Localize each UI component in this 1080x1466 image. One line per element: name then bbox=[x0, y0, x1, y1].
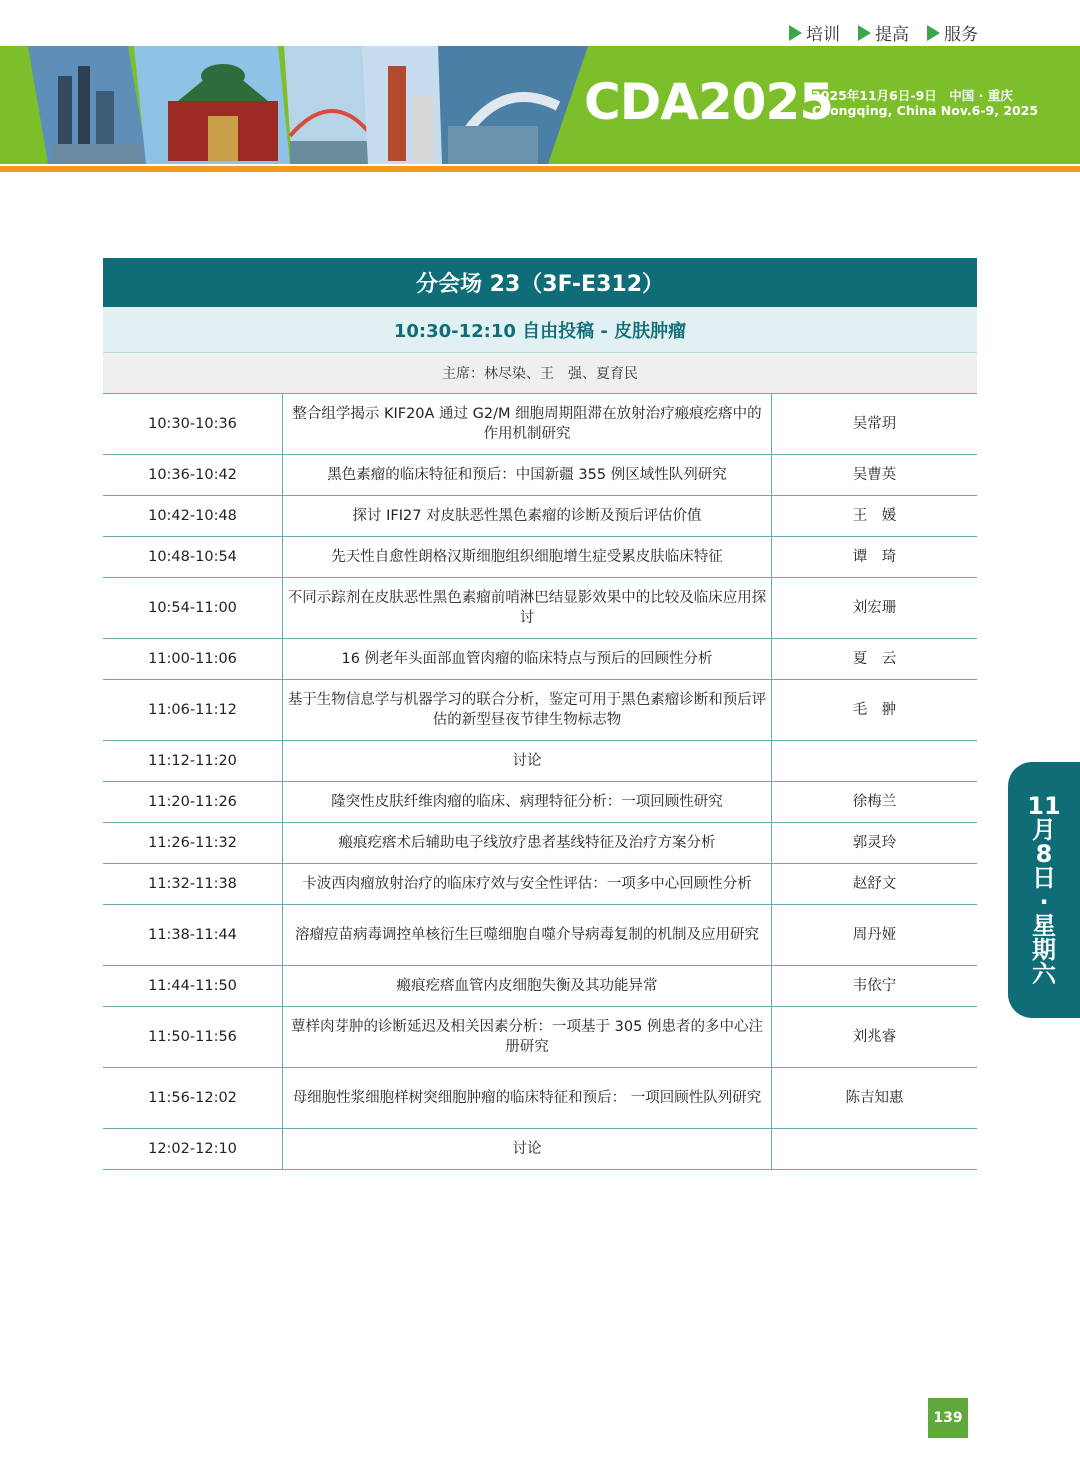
title-cell: 讨论 bbox=[283, 741, 772, 782]
side-tab-char: 8 bbox=[1035, 840, 1053, 868]
table-row bbox=[103, 823, 977, 864]
time-cell: 11:12-11:20 bbox=[103, 741, 283, 782]
speaker-cell: 吴常玥 bbox=[772, 394, 978, 455]
time-cell: 11:06-11:12 bbox=[103, 680, 283, 741]
session-table bbox=[103, 258, 977, 1170]
event-info bbox=[812, 88, 1038, 118]
title-cell: 瘢痕疙瘩血管内皮细胞失衡及其功能异常 bbox=[283, 966, 772, 1007]
triangle-icon bbox=[927, 25, 940, 41]
session-topic: 10:30-12:10 自由投稿 - 皮肤肿瘤 bbox=[103, 307, 977, 353]
speaker-cell: 韦依宁 bbox=[772, 966, 978, 1007]
speaker-cell: 夏 云 bbox=[772, 639, 978, 680]
event-title: CDA2025 bbox=[584, 73, 834, 131]
title-cell: 隆突性皮肤纤维肉瘤的临床、病理特征分析：一项回顾性研究 bbox=[283, 782, 772, 823]
table-row bbox=[103, 394, 977, 455]
speaker-cell: 王 媛 bbox=[772, 496, 978, 537]
tag-item: 培训 bbox=[789, 20, 840, 45]
time-cell: 10:54-11:00 bbox=[103, 578, 283, 639]
date-side-tab bbox=[1008, 762, 1080, 1018]
title-cell: 不同示踪剂在皮肤恶性黑色素瘤前哨淋巴结显影效果中的比较及临床应用探讨 bbox=[283, 578, 772, 639]
title-cell: 母细胞性浆细胞样树突细胞肿瘤的临床特征和预后： 一项回顾性队列研究 bbox=[283, 1068, 772, 1129]
table-row bbox=[103, 864, 977, 905]
time-cell: 11:26-11:32 bbox=[103, 823, 283, 864]
table-row bbox=[103, 537, 977, 578]
side-tab-char: 六 bbox=[1032, 960, 1056, 988]
speaker-cell: 吴曹英 bbox=[772, 455, 978, 496]
title-cell: 16 例老年头面部血管肉瘤的临床特点与预后的回顾性分析 bbox=[283, 639, 772, 680]
side-tab-char: 星 bbox=[1032, 912, 1056, 940]
time-cell: 11:50-11:56 bbox=[103, 1007, 283, 1068]
speaker-cell: 郭灵玲 bbox=[772, 823, 978, 864]
speaker-cell: 谭 琦 bbox=[772, 537, 978, 578]
table-row bbox=[103, 741, 977, 782]
speaker-cell: 周丹娅 bbox=[772, 905, 978, 966]
event-date-en: Chongqing, China Nov.6-9, 2025 bbox=[812, 103, 1039, 118]
session-title: 分会场 23（3F-E312） bbox=[103, 258, 977, 307]
table-row bbox=[103, 1129, 977, 1170]
table-row bbox=[103, 782, 977, 823]
table-row bbox=[103, 639, 977, 680]
title-cell: 探讨 IFI27 对皮肤恶性黑色素瘤的诊断及预后评估价值 bbox=[283, 496, 772, 537]
speaker-cell: 陈吉知惠 bbox=[772, 1068, 978, 1129]
table-row bbox=[103, 496, 977, 537]
table-row bbox=[103, 680, 977, 741]
title-cell: 基于生物信息学与机器学习的联合分析，鉴定可用于黑色素瘤诊断和预后评估的新型昼夜节律生物标志物 bbox=[283, 680, 772, 741]
speaker-cell bbox=[772, 1129, 978, 1170]
header-tagline bbox=[789, 20, 978, 45]
side-tab-char: · bbox=[1039, 888, 1049, 916]
session-chairs: 主席：林尽染、王 强、夏育民 bbox=[103, 353, 977, 394]
side-tab-char: 日 bbox=[1032, 864, 1056, 892]
time-cell: 11:00-11:06 bbox=[103, 639, 283, 680]
time-cell: 10:36-10:42 bbox=[103, 455, 283, 496]
time-cell: 12:02-12:10 bbox=[103, 1129, 283, 1170]
speaker-cell bbox=[772, 741, 978, 782]
page-number: 139 bbox=[928, 1398, 968, 1438]
time-cell: 10:48-10:54 bbox=[103, 537, 283, 578]
tag-item: 提高 bbox=[858, 20, 909, 45]
event-date-cn: 2025年11月6日-9日 中国 · 重庆 bbox=[812, 88, 1013, 103]
speaker-cell: 徐梅兰 bbox=[772, 782, 978, 823]
time-cell: 11:32-11:38 bbox=[103, 864, 283, 905]
speaker-cell: 刘宏珊 bbox=[772, 578, 978, 639]
time-cell: 11:44-11:50 bbox=[103, 966, 283, 1007]
table-row bbox=[103, 905, 977, 966]
banner-stripe bbox=[0, 166, 1080, 172]
speaker-cell: 毛 翀 bbox=[772, 680, 978, 741]
triangle-icon bbox=[858, 25, 871, 41]
table-row bbox=[103, 966, 977, 1007]
time-cell: 11:20-11:26 bbox=[103, 782, 283, 823]
triangle-icon bbox=[789, 25, 802, 41]
schedule-table bbox=[103, 394, 977, 1170]
time-cell: 11:56-12:02 bbox=[103, 1068, 283, 1129]
title-cell: 卡波西肉瘤放射治疗的临床疗效与安全性评估：一项多中心回顾性分析 bbox=[283, 864, 772, 905]
speaker-cell: 赵舒文 bbox=[772, 864, 978, 905]
table-row bbox=[103, 455, 977, 496]
speaker-cell: 刘兆睿 bbox=[772, 1007, 978, 1068]
side-tab-char: 11 bbox=[1027, 792, 1061, 820]
table-row bbox=[103, 578, 977, 639]
title-cell: 蕈样肉芽肿的诊断延迟及相关因素分析：一项基于 305 例患者的多中心注册研究 bbox=[283, 1007, 772, 1068]
city-photo-collage bbox=[28, 46, 588, 164]
tag-item: 服务 bbox=[927, 20, 978, 45]
title-cell: 瘢痕疙瘩术后辅助电子线放疗患者基线特征及治疗方案分析 bbox=[283, 823, 772, 864]
title-cell: 溶瘤痘苗病毒调控单核衍生巨噬细胞自噬介导病毒复制的机制及应用研究 bbox=[283, 905, 772, 966]
table-row bbox=[103, 1068, 977, 1129]
title-cell: 整合组学揭示 KIF20A 通过 G2/M 细胞周期阻滞在放射治疗瘢痕疙瘩中的作用机制研究 bbox=[283, 394, 772, 455]
title-cell: 讨论 bbox=[283, 1129, 772, 1170]
time-cell: 10:42-10:48 bbox=[103, 496, 283, 537]
side-tab-char: 月 bbox=[1032, 816, 1056, 844]
side-tab-char: 期 bbox=[1032, 936, 1056, 964]
title-cell: 先天性自愈性朗格汉斯细胞组织细胞增生症受累皮肤临床特征 bbox=[283, 537, 772, 578]
time-cell: 10:30-10:36 bbox=[103, 394, 283, 455]
title-cell: 黑色素瘤的临床特征和预后：中国新疆 355 例区域性队列研究 bbox=[283, 455, 772, 496]
time-cell: 11:38-11:44 bbox=[103, 905, 283, 966]
table-row bbox=[103, 1007, 977, 1068]
